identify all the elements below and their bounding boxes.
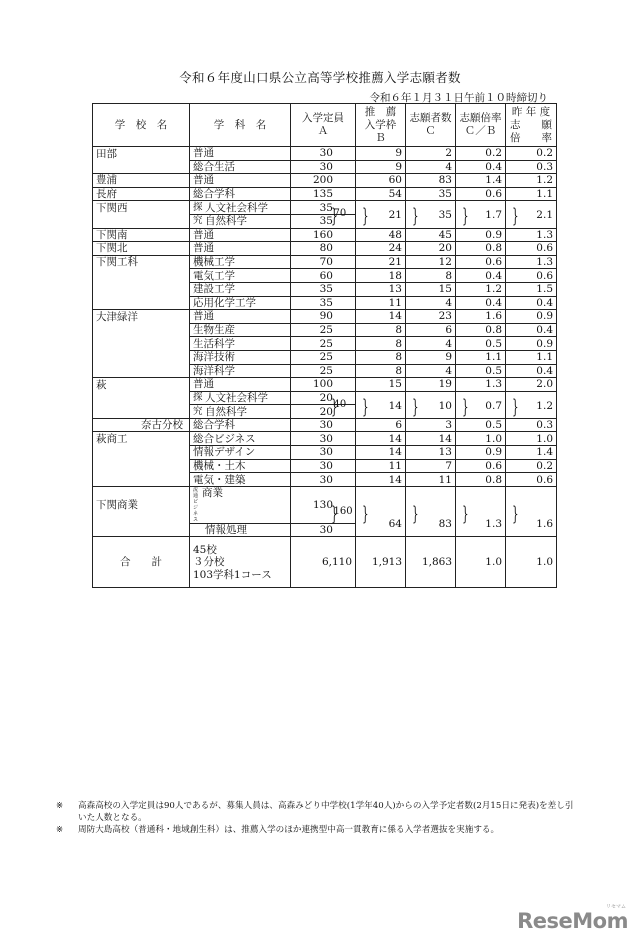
course-name <box>190 187 291 201</box>
course-label: 機械工学 <box>193 256 235 269</box>
quota-value: 8 <box>356 350 406 364</box>
brace-icon: } <box>461 500 469 525</box>
ratio-value: 0.5 <box>456 364 506 378</box>
quota-value: 9 <box>356 160 406 174</box>
total-school-count <box>190 537 291 588</box>
prev-ratio-value: 0.6 <box>506 473 557 487</box>
course-tag: 究 <box>193 405 203 417</box>
footnote-mark: ※ <box>56 825 64 835</box>
course-name <box>190 323 291 337</box>
prev-ratio-value: 0.3 <box>506 160 557 174</box>
course-label: 自然科学 <box>205 215 247 228</box>
table-row <box>93 201 557 215</box>
quota-value: 18 <box>356 269 406 283</box>
total-capacity: 6,110 <box>291 537 356 588</box>
resemom-logo <box>517 904 628 933</box>
ratio-value: 1.3 <box>456 493 506 530</box>
capacity-value: 30 <box>291 473 356 487</box>
course-name <box>190 269 291 283</box>
course-label: 総合生活 <box>193 160 235 173</box>
course-name <box>190 337 291 351</box>
footnote-text: 高森高校の入学定員は90人であるが、募集人員は、高森みどり中学校(1学年40人)からの入学予定者数(2月15日に発表)を差し引いた人数となる。 <box>78 801 574 823</box>
quota-value: 6 <box>356 418 406 432</box>
school-name <box>93 523 190 537</box>
applicants-value: 14 <box>406 432 456 446</box>
prev-ratio-value: 1.1 <box>506 350 557 364</box>
school-name <box>93 282 190 296</box>
prev-ratio-value: 0.4 <box>506 364 557 378</box>
school-name <box>93 459 190 473</box>
prev-ratio-value: 1.0 <box>506 432 557 446</box>
school-name: 下関南 <box>93 228 190 242</box>
prev-ratio-value: 1.5 <box>506 282 557 296</box>
header-row <box>93 104 557 147</box>
table-row <box>93 147 557 161</box>
footnotes <box>56 800 576 836</box>
table-row <box>93 160 557 174</box>
quota-value: 11 <box>356 296 406 310</box>
school-name: 萩商工 <box>93 432 190 446</box>
total-row <box>93 537 557 588</box>
capacity-value: 25 <box>291 350 356 364</box>
header-ratio <box>456 104 506 147</box>
applicants-value: 7 <box>406 459 456 473</box>
table-row <box>93 486 557 523</box>
course-name <box>190 242 291 256</box>
combined-capacity: 40 <box>333 398 347 410</box>
course-name <box>190 523 291 537</box>
course-name <box>190 160 291 174</box>
course-name <box>190 296 291 310</box>
quota-value: 54 <box>356 187 406 201</box>
course-name <box>190 446 291 460</box>
course-name <box>190 147 291 161</box>
ratio-value: 0.8 <box>456 473 506 487</box>
combined-capacity: 70 <box>333 208 347 220</box>
school-name: 長府 <box>93 187 190 201</box>
total-applicants: 1,863 <box>406 537 456 588</box>
course-label: 海洋技術 <box>193 351 235 364</box>
header-prev-l3: 倍 率 <box>510 131 552 144</box>
total-quota: 1,913 <box>356 537 406 588</box>
applicants-value: 4 <box>406 337 456 351</box>
total-ratio: 1.0 <box>456 537 506 588</box>
brace-icon: } <box>411 393 419 418</box>
table-row <box>93 391 557 405</box>
school-name <box>93 350 190 364</box>
table-row <box>93 323 557 337</box>
quota-value: 14 <box>356 473 406 487</box>
applicants-value: 83 <box>406 174 456 188</box>
quota-value: 14 <box>356 446 406 460</box>
quota-value: 11 <box>356 459 406 473</box>
capacity-value: 30 <box>291 432 356 446</box>
footnote-2 <box>56 824 576 836</box>
course-name <box>190 310 291 324</box>
applicants-table <box>92 103 557 588</box>
table-row <box>93 473 557 487</box>
course-label: 自然科学 <box>205 405 247 418</box>
school-name: 豊浦 <box>93 174 190 188</box>
header-applicants <box>406 104 456 147</box>
prev-ratio-value: 1.4 <box>506 446 557 460</box>
deadline-note: 令和６年１月３１日午前１０時締切り <box>369 92 548 104</box>
capacity-value: 130 <box>291 486 356 523</box>
course-tag: 流通ビジネス <box>193 486 199 523</box>
applicants-value: 9 <box>406 350 456 364</box>
course-label: 人文社会科学 <box>205 201 268 214</box>
capacity-value: 90 <box>291 310 356 324</box>
table-row <box>93 228 557 242</box>
table-row <box>93 269 557 283</box>
capacity-value: 20 <box>291 391 356 405</box>
prev-ratio-value: 2.0 <box>506 378 557 392</box>
course-name <box>190 405 291 419</box>
header-capacity <box>291 104 356 147</box>
capacity-value: 30 <box>291 160 356 174</box>
course-name <box>190 473 291 487</box>
school-name: 大津緑洋 <box>93 310 190 324</box>
capacity-value: 70 <box>291 255 356 269</box>
ratio-value: 0.4 <box>456 269 506 283</box>
ratio-value: 1.0 <box>456 432 506 446</box>
applicants-value: 35 <box>406 187 456 201</box>
ratio-value: 0.8 <box>456 323 506 337</box>
footnote-text: 周防大島高校（普通科・地域創生科）は、推薦入学のほか連携型中高一貫教育に係る入学者選抜を実施する。 <box>78 825 500 835</box>
prev-ratio-value: 1.2 <box>506 174 557 188</box>
course-label: 建設工学 <box>193 283 235 296</box>
brace-icon: } <box>361 393 369 418</box>
header-prev-ratio <box>506 104 557 147</box>
school-name <box>93 296 190 310</box>
combined-capacity: 160 <box>333 505 353 517</box>
brace-icon: } <box>361 203 369 228</box>
capacity-value: 80 <box>291 242 356 256</box>
prev-ratio-value: 1.2 <box>506 398 557 412</box>
school-name: 下関西 <box>93 201 190 215</box>
course-name <box>190 432 291 446</box>
course-name <box>190 255 291 269</box>
course-name <box>190 486 291 523</box>
brace-icon: } <box>361 500 369 525</box>
brace-icon: } <box>330 393 338 418</box>
course-tag: 探 <box>193 391 203 403</box>
table-row <box>93 242 557 256</box>
course-name <box>190 201 291 215</box>
applicants-value: 20 <box>406 242 456 256</box>
footnote-mark: ※ <box>56 801 64 811</box>
school-name <box>93 160 190 174</box>
quota-value: 14 <box>356 432 406 446</box>
course-name <box>190 228 291 242</box>
applicants-value: 83 <box>406 493 456 530</box>
capacity-value: 35 <box>291 296 356 310</box>
applicants-value: 8 <box>406 269 456 283</box>
prev-ratio-value: 0.2 <box>506 147 557 161</box>
course-label: 海洋科学 <box>193 364 235 377</box>
course-name <box>190 282 291 296</box>
brace-icon: } <box>511 203 519 228</box>
course-label: 情報処理 <box>205 524 247 537</box>
header-quota-l1: 推 薦 <box>364 105 397 118</box>
table-row <box>93 296 557 310</box>
course-label: 総合ビジネス <box>193 432 256 445</box>
prev-ratio-value: 2.1 <box>506 208 557 222</box>
prev-ratio-value: 1.3 <box>506 255 557 269</box>
header-quota-l2: 入学枠 <box>364 118 397 131</box>
quota-value: 64 <box>356 493 406 530</box>
prev-ratio-value: 1.1 <box>506 187 557 201</box>
course-label: 電気・建築 <box>193 473 246 486</box>
table-row <box>93 174 557 188</box>
applicants-value: 19 <box>406 378 456 392</box>
ratio-value: 0.4 <box>456 160 506 174</box>
total-line2: ３分校 <box>193 556 225 569</box>
prev-ratio-value: 0.4 <box>506 296 557 310</box>
prev-ratio-value: 0.6 <box>506 269 557 283</box>
capacity-value: 200 <box>291 174 356 188</box>
applicants-value: 15 <box>406 282 456 296</box>
applicants-value: 12 <box>406 255 456 269</box>
total-line3: 103学科1コース <box>193 568 272 581</box>
quota-value: 48 <box>356 228 406 242</box>
prev-ratio-value: 0.6 <box>506 242 557 256</box>
brace-icon: } <box>411 500 419 525</box>
header-capacity-l1: 入学定員 <box>302 112 344 124</box>
capacity-value: 25 <box>291 323 356 337</box>
quota-value: 14 <box>356 398 406 412</box>
capacity-value: 30 <box>291 523 356 537</box>
capacity-value: 30 <box>291 459 356 473</box>
capacity-value: 35 <box>291 214 356 228</box>
quota-value: 21 <box>356 255 406 269</box>
applicants-value: 23 <box>406 310 456 324</box>
ratio-value: 1.6 <box>456 310 506 324</box>
school-name <box>93 214 190 228</box>
prev-ratio-value: 1.6 <box>506 493 557 530</box>
applicants-value: 4 <box>406 160 456 174</box>
capacity-value: 135 <box>291 187 356 201</box>
quota-value: 9 <box>356 147 406 161</box>
quota-value: 15 <box>356 378 406 392</box>
table-row <box>93 446 557 460</box>
header-school: 学 校 名 <box>93 104 190 147</box>
ratio-value: 0.6 <box>456 459 506 473</box>
brace-icon: } <box>461 203 469 228</box>
ratio-value: 1.3 <box>456 378 506 392</box>
applicants-value: 35 <box>406 208 456 222</box>
header-prev-l2: 志 願 <box>510 118 552 131</box>
table-row <box>93 432 557 446</box>
brace-icon: } <box>411 203 419 228</box>
logo-subtext: リセマム <box>606 904 626 910</box>
capacity-value: 30 <box>291 446 356 460</box>
school-name: 下関北 <box>93 242 190 256</box>
total-prev-ratio: 1.0 <box>506 537 557 588</box>
applicants-value: 2 <box>406 147 456 161</box>
school-name: 下関工科 <box>93 255 190 269</box>
capacity-value: 25 <box>291 364 356 378</box>
applicants-value: 4 <box>406 364 456 378</box>
footnote-1 <box>56 800 576 824</box>
header-ratio-l1: 志願倍率 <box>459 112 502 124</box>
course-name <box>190 391 291 405</box>
course-label: 生物生産 <box>193 324 235 337</box>
brace-icon: } <box>511 393 519 418</box>
header-quota <box>356 104 406 147</box>
school-name <box>93 323 190 337</box>
applicants-value: 6 <box>406 323 456 337</box>
school-name: 奈古分校 <box>93 418 190 432</box>
school-name <box>93 364 190 378</box>
table-row <box>93 418 557 432</box>
course-tag: 究 <box>193 215 203 227</box>
brace-icon: } <box>330 203 338 228</box>
table-row <box>93 350 557 364</box>
capacity-value: 60 <box>291 269 356 283</box>
table-row <box>93 337 557 351</box>
applicants-value: 4 <box>406 296 456 310</box>
capacity-value: 160 <box>291 228 356 242</box>
header-quota-l3: Ｂ <box>375 131 386 144</box>
quota-value: 8 <box>356 337 406 351</box>
quota-value: 14 <box>356 310 406 324</box>
course-name <box>190 364 291 378</box>
header-applicants-l3: Ｃ <box>425 125 436 137</box>
header-prev-l1: 昨 年 度 <box>511 105 551 118</box>
prev-ratio-value: 0.3 <box>506 418 557 432</box>
header-applicants-l1: 志願者数 <box>409 112 452 124</box>
course-label: 電気工学 <box>193 269 235 282</box>
logo-text: ReseMom <box>517 909 628 933</box>
capacity-value: 30 <box>291 147 356 161</box>
ratio-value: 1.2 <box>456 282 506 296</box>
page-title: 令和６年度山口県公立高等学校推薦入学志願者数 <box>179 70 461 85</box>
course-label: 応用化学工学 <box>193 296 256 309</box>
quota-value: 21 <box>356 208 406 222</box>
applicants-value: 10 <box>406 398 456 412</box>
ratio-value: 0.5 <box>456 337 506 351</box>
course-name <box>190 350 291 364</box>
course-tag: 探 <box>193 201 203 213</box>
table-row <box>93 364 557 378</box>
total-line1: 45校 <box>193 543 217 556</box>
prev-ratio-value: 0.9 <box>506 337 557 351</box>
table-row <box>93 187 557 201</box>
brace-icon: } <box>511 500 519 525</box>
course-label: 普通 <box>193 242 214 255</box>
prev-ratio-value: 0.9 <box>506 310 557 324</box>
course-label: 普通 <box>193 174 214 187</box>
total-label: 合 計 <box>93 537 190 588</box>
course-name <box>190 418 291 432</box>
table-row <box>93 310 557 324</box>
course-name <box>190 174 291 188</box>
brace-icon: } <box>461 393 469 418</box>
capacity-value: 30 <box>291 418 356 432</box>
ratio-value: 0.6 <box>456 255 506 269</box>
course-label: 総合学科 <box>193 419 235 432</box>
capacity-value: 100 <box>291 378 356 392</box>
ratio-value: 0.9 <box>456 228 506 242</box>
applicants-value: 45 <box>406 228 456 242</box>
course-label: 総合学科 <box>193 188 235 201</box>
prev-ratio-value: 1.3 <box>506 228 557 242</box>
quota-value: 24 <box>356 242 406 256</box>
quota-value: 13 <box>356 282 406 296</box>
course-label: 商業 <box>202 486 223 499</box>
capacity-value: 20 <box>291 405 356 419</box>
capacity-value: 35 <box>291 282 356 296</box>
ratio-value: 0.4 <box>456 296 506 310</box>
course-name <box>190 214 291 228</box>
capacity-value: 25 <box>291 337 356 351</box>
ratio-value: 1.7 <box>456 208 506 222</box>
school-name <box>93 391 190 405</box>
ratio-value: 0.2 <box>456 147 506 161</box>
applicants-value: 11 <box>406 473 456 487</box>
ratio-value: 0.9 <box>456 446 506 460</box>
course-name <box>190 378 291 392</box>
table-row <box>93 255 557 269</box>
table-row <box>93 459 557 473</box>
school-name <box>93 473 190 487</box>
quota-value: 60 <box>356 174 406 188</box>
course-label: 普通 <box>193 147 214 160</box>
applicants-value: 3 <box>406 418 456 432</box>
ratio-value: 1.1 <box>456 350 506 364</box>
prev-ratio-value: 0.4 <box>506 323 557 337</box>
ratio-value: 0.8 <box>456 242 506 256</box>
school-name: 萩 <box>93 378 190 392</box>
course-label: 情報デザイン <box>193 446 256 459</box>
course-label: 普通 <box>193 228 214 241</box>
school-name: 下関商業 <box>93 486 190 523</box>
prev-ratio-value: 0.2 <box>506 459 557 473</box>
course-name <box>190 459 291 473</box>
header-capacity-l3: Ａ <box>317 125 329 137</box>
table-row <box>93 378 557 392</box>
school-name <box>93 446 190 460</box>
applicants-value: 13 <box>406 446 456 460</box>
quota-value: 8 <box>356 323 406 337</box>
capacity-value: 35 <box>291 201 356 215</box>
course-label: 普通 <box>193 378 214 391</box>
school-name <box>93 269 190 283</box>
school-name: 田部 <box>93 147 190 161</box>
quota-value: 8 <box>356 364 406 378</box>
ratio-value: 0.7 <box>456 398 506 412</box>
school-name <box>93 405 190 419</box>
course-label: 生活科学 <box>193 337 235 350</box>
brace-icon: } <box>330 500 338 525</box>
course-label: 機械・土木 <box>193 459 246 472</box>
ratio-value: 1.4 <box>456 174 506 188</box>
school-name <box>93 337 190 351</box>
course-label: 普通 <box>193 310 214 323</box>
table-row <box>93 282 557 296</box>
header-ratio-l3: Ｃ／Ｂ <box>464 125 497 137</box>
course-label: 人文社会科学 <box>205 391 268 404</box>
ratio-value: 0.6 <box>456 187 506 201</box>
header-course: 学 科 名 <box>190 104 291 147</box>
ratio-value: 0.5 <box>456 418 506 432</box>
